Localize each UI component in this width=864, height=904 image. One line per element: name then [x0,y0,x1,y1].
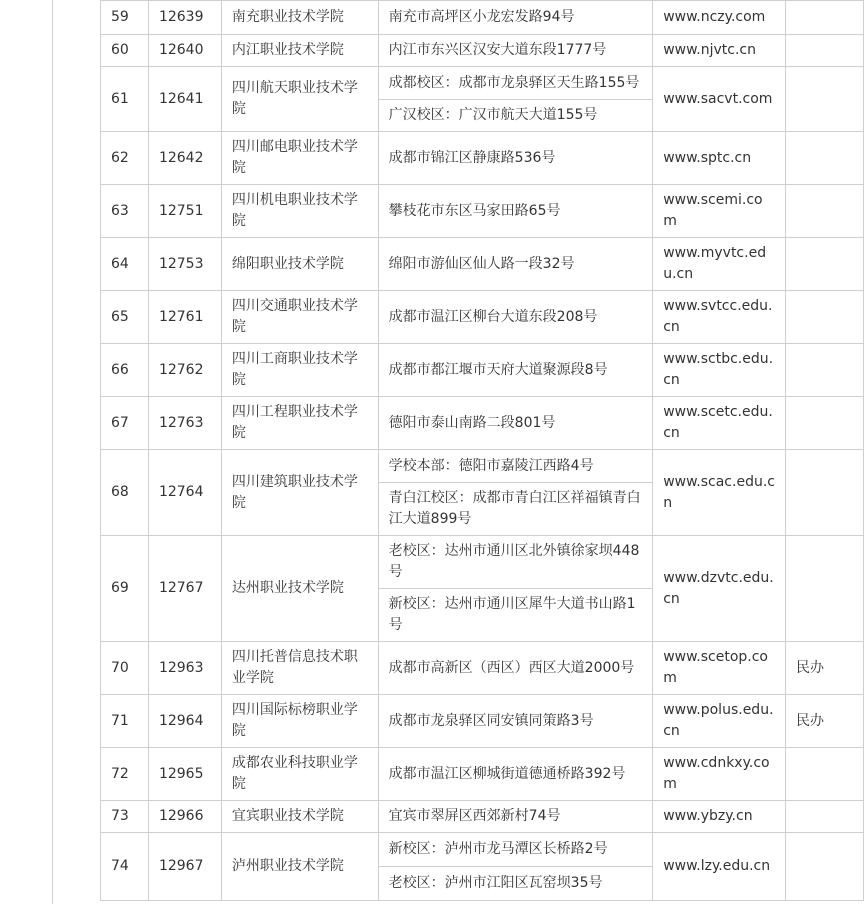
school-website: www.lzy.edu.cn [653,833,786,901]
school-address: 德阳市泰山南路二段801号 [378,397,653,450]
school-name: 南充职业技术学院 [221,1,378,35]
school-name: 四川工商职业技术学院 [221,344,378,397]
school-type [786,1,864,35]
school-name: 四川航天职业技术学院 [221,67,378,132]
table-row [101,238,864,291]
school-type [786,450,864,536]
table-body [101,1,864,901]
page-left-border [52,0,53,904]
school-name: 四川托普信息技术职业学院 [221,642,378,695]
school-name: 四川建筑职业技术学院 [221,450,378,536]
school-website: www.njvtc.cn [653,35,786,67]
school-address: 成都市龙泉驿区同安镇同策路3号 [378,695,653,748]
school-type [786,238,864,291]
school-website: www.svtcc.edu.cn [653,291,786,344]
school-type [786,536,864,642]
school-address: 青白江校区：成都市青白江区祥福镇青白江大道899号 [378,483,653,536]
school-code: 12762 [148,344,221,397]
table-row [101,67,864,100]
row-number: 67 [101,397,149,450]
row-number: 60 [101,35,149,67]
school-website: www.cdnkxy.com [653,748,786,801]
school-name: 成都农业科技职业学院 [221,748,378,801]
school-address: 新校区：达州市通川区犀牛大道书山路1号 [378,589,653,642]
row-number: 64 [101,238,149,291]
school-website: www.scetc.edu.cn [653,397,786,450]
school-address: 攀枝花市东区马家田路65号 [378,185,653,238]
school-address: 南充市高坪区小龙宏发路94号 [378,1,653,35]
school-website: www.nczy.com [653,1,786,35]
school-code: 12753 [148,238,221,291]
table-row [101,291,864,344]
school-name: 内江职业技术学院 [221,35,378,67]
school-website: www.sctbc.edu.cn [653,344,786,397]
school-code: 12964 [148,695,221,748]
school-code: 12963 [148,642,221,695]
table-row [101,748,864,801]
row-number: 73 [101,801,149,833]
school-type [786,185,864,238]
school-type [786,67,864,132]
row-number: 68 [101,450,149,536]
school-address: 成都校区：成都市龙泉驿区天生路155号 [378,67,653,100]
row-number: 63 [101,185,149,238]
row-number: 62 [101,132,149,185]
school-code: 12642 [148,132,221,185]
school-address: 宜宾市翠屏区西郊新村74号 [378,801,653,833]
school-website: www.dzvtc.edu.cn [653,536,786,642]
school-website: www.sptc.cn [653,132,786,185]
school-code: 12751 [148,185,221,238]
school-address: 成都市都江堰市天府大道聚源段8号 [378,344,653,397]
school-address: 内江市东兴区汉安大道东段1777号 [378,35,653,67]
school-code: 12763 [148,397,221,450]
row-number: 65 [101,291,149,344]
table-row [101,132,864,185]
school-type [786,132,864,185]
vocational-college-table [100,0,864,901]
school-code: 12639 [148,1,221,35]
school-code: 12641 [148,67,221,132]
row-number: 72 [101,748,149,801]
school-website: www.scemi.com [653,185,786,238]
school-name: 四川机电职业技术学院 [221,185,378,238]
school-name: 四川工程职业技术学院 [221,397,378,450]
row-number: 59 [101,1,149,35]
school-type [786,748,864,801]
table-row [101,695,864,748]
school-website: www.sacvt.com [653,67,786,132]
school-address: 广汉校区：广汉市航天大道155号 [378,100,653,132]
school-code: 12767 [148,536,221,642]
row-number: 66 [101,344,149,397]
table-row [101,1,864,35]
school-type [786,291,864,344]
school-type [786,833,864,901]
school-type: 民办 [786,695,864,748]
school-type [786,35,864,67]
school-address: 成都市温江区柳城街道德通桥路392号 [378,748,653,801]
school-name: 四川邮电职业技术学院 [221,132,378,185]
school-address: 学校本部：德阳市嘉陵江西路4号 [378,450,653,483]
school-website: www.polus.edu.cn [653,695,786,748]
school-code: 12965 [148,748,221,801]
school-type [786,344,864,397]
table-row [101,185,864,238]
school-name: 绵阳职业技术学院 [221,238,378,291]
school-website: www.ybzy.cn [653,801,786,833]
table-row [101,397,864,450]
school-address: 成都市高新区（西区）西区大道2000号 [378,642,653,695]
row-number: 69 [101,536,149,642]
school-address: 成都市温江区柳台大道东段208号 [378,291,653,344]
school-name: 达州职业技术学院 [221,536,378,642]
table-row [101,344,864,397]
school-address: 成都市锦江区静康路536号 [378,132,653,185]
table-row [101,450,864,483]
row-number: 71 [101,695,149,748]
school-code: 12761 [148,291,221,344]
school-code: 12640 [148,35,221,67]
school-website: www.scetop.com [653,642,786,695]
row-number: 74 [101,833,149,901]
school-code: 12966 [148,801,221,833]
school-website: www.scac.edu.cn [653,450,786,536]
school-code: 12764 [148,450,221,536]
table-row [101,536,864,589]
school-name: 宜宾职业技术学院 [221,801,378,833]
row-number: 70 [101,642,149,695]
school-name: 泸州职业技术学院 [221,833,378,901]
table-row [101,642,864,695]
school-address: 老校区：达州市通川区北外镇徐家坝448号 [378,536,653,589]
school-code: 12967 [148,833,221,901]
school-type [786,397,864,450]
row-number: 61 [101,67,149,132]
school-address: 绵阳市游仙区仙人路一段32号 [378,238,653,291]
school-address: 新校区：泸州市龙马潭区长桥路2号 [378,833,653,867]
school-name: 四川交通职业技术学院 [221,291,378,344]
table-row [101,35,864,67]
table-row [101,833,864,867]
school-website: www.myvtc.edu.cn [653,238,786,291]
school-type [786,801,864,833]
school-address: 老校区：泸州市江阳区瓦窑坝35号 [378,867,653,901]
school-type: 民办 [786,642,864,695]
school-name: 四川国际标榜职业学院 [221,695,378,748]
table-row [101,801,864,833]
